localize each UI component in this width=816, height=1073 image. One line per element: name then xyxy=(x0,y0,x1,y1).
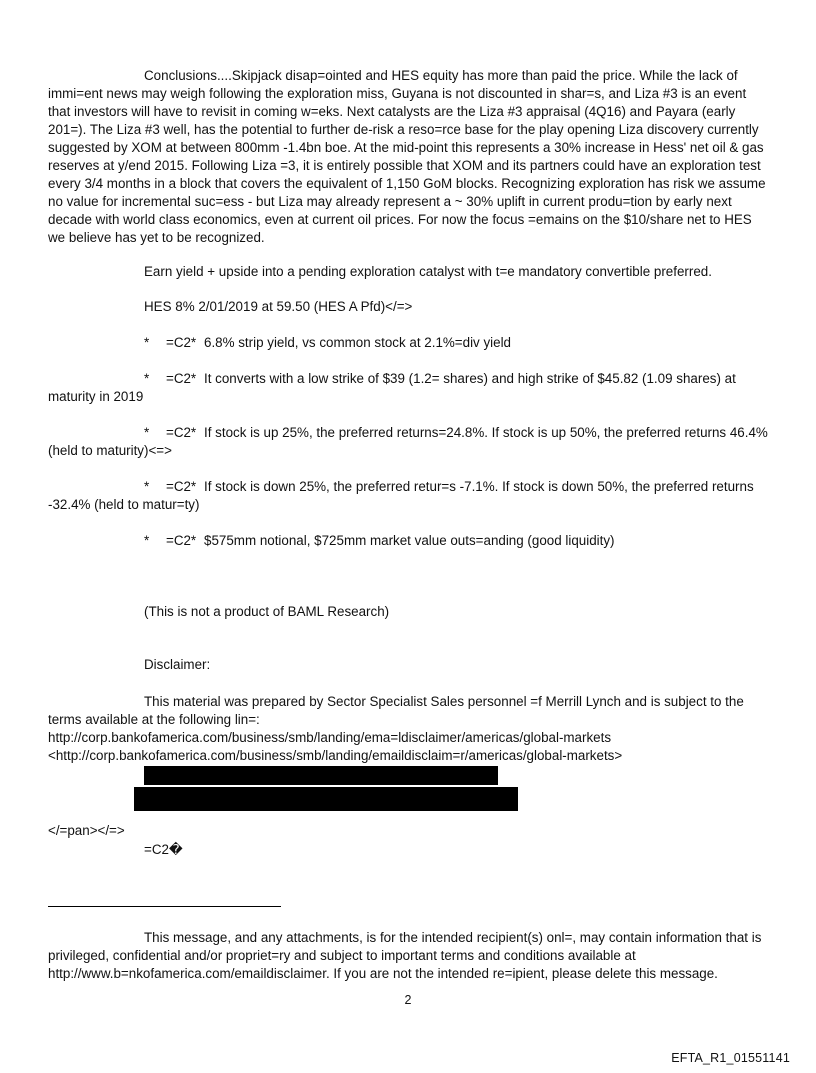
footnote-divider xyxy=(48,906,281,907)
disclaimer-url-2[interactable]: <http://corp.bankofamerica.com/business/smb/landing/emaildisclaim=r/americas/global-markets> xyxy=(48,748,623,763)
bullet-text: $575mm notional, $725mm market value outs=anding (good liquidity) xyxy=(204,533,615,548)
bullet-star: * xyxy=(144,371,150,386)
material-paragraph: This material was prepared by Sector Specialist Sales personnel =f Merrill Lynch and is subject to the terms available at the following lin=: xyxy=(48,694,744,727)
bullet-item xyxy=(48,370,770,406)
bullet-item xyxy=(48,424,770,460)
earn-yield-line: Earn yield + upside into a pending exploration catalyst with t=e mandatory convertible preferred. xyxy=(144,264,712,279)
bullet-star: * xyxy=(144,425,150,440)
security-line: HES 8% 2/01/2019 at 59.50 (HES A Pfd)</=> xyxy=(144,299,413,314)
bullet-item xyxy=(48,334,770,352)
bullet-item xyxy=(48,478,770,514)
footer-message: This message, and any attachments, is for the intended recipient(s) onl=, may contain information that is privileged, confidential and/or propriet=ry and subject to important terms and conditions available at http://www.b=nkofamerica.com/emaildisclaimer. If you are not the intended re=ipient, please delete this message. xyxy=(48,930,762,981)
bullet-text: If stock is up 25%, the preferred returns=24.8%. If stock is up 50%, the preferred returns 46.4% (held to maturity)<=> xyxy=(48,425,768,458)
bullet-text: 6.8% strip yield, vs common stock at 2.1%=div yield xyxy=(204,335,511,350)
bullet-code: =C2* xyxy=(166,335,197,350)
bullet-code: =C2* xyxy=(166,425,197,440)
bullet-text: It converts with a low strike of $39 (1.2= shares) and high strike of $45.82 (1.09 shares) at maturity in 2019 xyxy=(48,371,736,404)
c2-artifact-line: =C2� xyxy=(144,842,183,857)
redaction-bar xyxy=(144,766,498,785)
bullet-star: * xyxy=(144,479,150,494)
span-artifact-line: </=pan></=> xyxy=(48,823,125,838)
bullet-code: =C2* xyxy=(166,533,197,548)
bullet-text: If stock is down 25%, the preferred retur=s -7.1%. If stock is down 50%, the preferred returns -32.4% (held to matur=ty) xyxy=(48,479,754,512)
bates-number: EFTA_R1_01551141 xyxy=(671,1051,790,1065)
bullet-code: =C2* xyxy=(166,371,197,386)
bullet-star: * xyxy=(144,335,150,350)
bullet-code: =C2* xyxy=(166,479,197,494)
bullet-star: * xyxy=(144,533,150,548)
disclaimer-heading: Disclaimer: xyxy=(144,657,211,672)
bullet-item xyxy=(48,532,770,550)
page-number: 2 xyxy=(404,993,412,1007)
not-product-line: (This is not a product of BAML Research) xyxy=(144,604,390,619)
redaction-bar xyxy=(134,787,518,811)
disclaimer-url-1[interactable]: http://corp.bankofamerica.com/business/smb/landing/ema=ldisclaimer/americas/global-markets xyxy=(48,730,612,745)
conclusions-paragraph: Conclusions....Skipjack disap=ointed and HES equity has more than paid the price. While the lack of immi=ent news may weigh following the exploration miss, Guyana is not discounted in shar=s, and Liza #3 is an event that investors will have to revisit in coming w=eks. Next catalysts are the Liza #3 appraisal (4Q16) and Payara (early 201=). The Liza #3 well, has the potential to further de-risk a reso=rce base for the play opening Liza discovery currently suggested by XOM at between 800mm -1.4bn boe. At the mid-point this represents a 30% increase in Hess' net oil & gas reserves at y/end 2015. Following Liza =3, it is entirely possible that XOM and its partners could have an exploration test every 3/4 months in a block that covers the equivalent of 1,150 GoM blocks. Recognizing exploration has risk we assume no value for incremental suc=ess - but Liza may already represent a ~ 30% uplift in current produ=tion by early next decade with world class economics, even at current oil prices. For now the focus =emains on the $10/share net to HES we believe has yet to be recognized. xyxy=(48,68,766,245)
